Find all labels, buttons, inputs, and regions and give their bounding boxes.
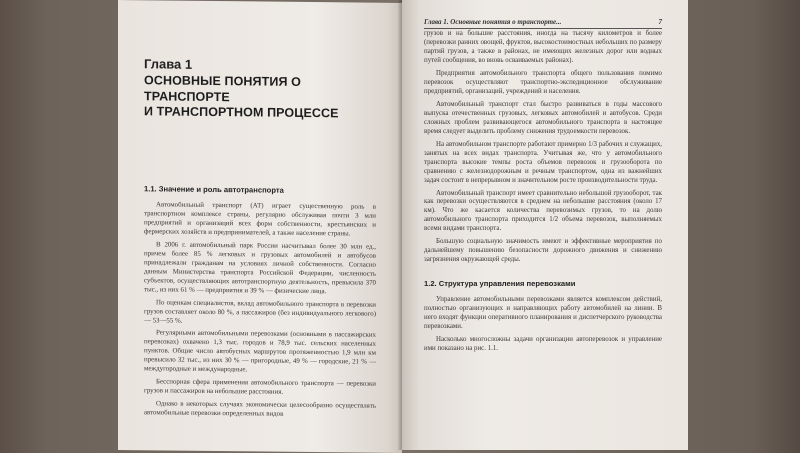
paragraph: Большую социальную значимость имеют и эффективные мероприятия по дальнейшему повышению безопасности дорожного движения и снижению загрязнения окружающей среды. [424,238,662,264]
paragraph: Регулярными автомобильными перевозками (основными в пассажирских перевозках) охвачено 1,3 тыс. городов и 78,9 тыс. сельских населенных пунктов. Общие число автобусных маршрутов протяженностью 1,9 млн км превысило 32 тыс., из них 30 % — пригородные, 49 % — городские, 21 % — междугородные и международные. [144,329,376,374]
paragraph: Насколько многосложны задачи организации автоперевозок и управление ими показано на рис. 1.1. [424,336,662,353]
chapter-title-line1: ОСНОВНЫЕ ПОНЯТИЯ О ТРАНСПОРТЕ [144,73,301,104]
page-number: 7 [658,18,662,26]
paragraph: По оценкам специалистов, вклад автомобильного транспорта в перевозки грузов составляет около 80 %, а пассажиров (без индивидуального легкового) — 53—55 %. [144,298,376,325]
paragraph: Автомобильный транспорт имеет сравнительно небольшой грузооборот, так как перевозки осуществляются в среднем на небольшие расстояния (около 17 км). Что же касается количества перевозимых грузов, то на долю автомобильного транспорта приходится 1/2 объема перевозок, выполняемых всеми видами транспорта. [424,189,662,233]
paragraph: Однако в некоторых случаях экономически целесообразно осуществлять автомобильные перевозки определенных видов [144,400,376,418]
paragraph: Автомобильный транспорт (АТ) играет существенную роль в транспортном комплексе страны, регулярно обслуживая почти 3 млн предприятий и организаций всех форм собственности, крестьянских и фермерских хозяйств и предпринимателей, а также население страны. [144,201,376,238]
running-head-title: Глава 1. Основные понятия о транспорте... [424,18,562,26]
chapter-title-line2: И ТРАНСПОРТНОМ ПРОЦЕССЕ [144,104,339,121]
paragraph: Автомобильный транспорт стал быстро развиваться в годы массового выпуска отечественных грузовых, легковых автомобилей и автобусов. Среди сложных проблем развивающегося автомобильного транспорта в настоящее время следует выделить проблему снижения трудоемкости перевозок. [424,100,662,135]
section-heading-1-2: 1.2. Структура управления перевозками [424,279,576,289]
paragraph: Предприятия автомобильного транспорта общего пользования помимо перевозок осуществляют транспортно-экспедиционное обслуживание предприятий, организаций, учреждений и населения. [424,69,662,95]
chapter-title [144,73,376,122]
right-page [402,0,688,450]
paragraph: В 2006 г. автомобильный парк России насчитывал более 30 млн ед., причем более 85 % легковых и грузовых автомобилей и автобусов принадлежали гражданам на условиях личной собственности. Согласно данным Министерства транспорта Российской Федерации, численность субъектов, осуществляющих автотранспортную деятельность, превысила 370 тыс., из них 61 % — предприятия и 39 % — физические лица. [144,241,376,295]
running-head [424,18,662,29]
paragraph: Управление автомобильными перевозками является комплексом действий, полностью организующих и направляющих работу автомобилей на линии. В него входят функции оперативного планирования и диспетчерского руководства перевозками. [424,296,662,331]
paragraph: Бесспорная сфера применения автомобильного транспорта — перевозки грузов и пассажиров на небольшие расстояния. [144,378,376,397]
section-heading-1-1: 1.1. Значение и роль автотранспорта [144,184,284,195]
paragraph: На автомобильном транспорте работают примерно 1/3 рабочих и служащих, занятых на всех видах транспорта. Учитывая же, что у автомобильного транспорта высокие темпы роста объемов перевозок и грузооборота по сравнению с железнодорожным и речным транспортом, одна из важнейших задач состоит в непрерывном и значительном росте производительности труда. [424,140,662,184]
paragraph: грузов и на большие расстояния, иногда на тысячу километров и более (перевозки ранних овощей, фруктов, высокостоимостных небольших по размеру партий грузов, а также в районах, не имеющих железных дорог или водных путей сообщения, во вновь осваиваемых районах). [424,30,662,64]
left-page [118,0,402,453]
chapter-number: Глава 1 [144,56,193,72]
